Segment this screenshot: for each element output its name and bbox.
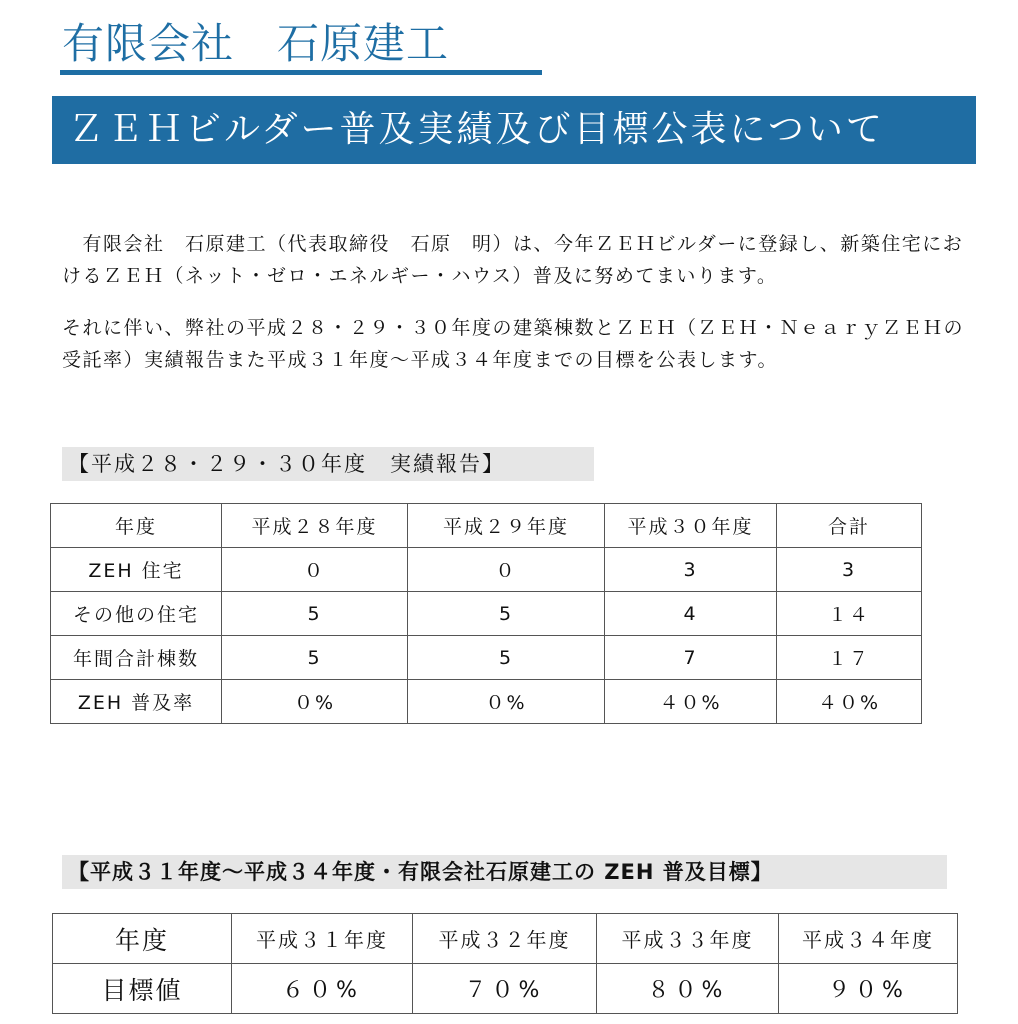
column-header: 平成２９年度	[408, 504, 605, 548]
intro-paragraph-1: 有限会社 石原建工（代表取締役 石原 明）は、今年ＺＥＨビルダーに登録し、新築住宅におけるＺＥＨ（ネット・ゼロ・エネルギー・ハウス）普及に努めてまいります。	[62, 233, 964, 287]
row-label: その他の住宅	[51, 592, 222, 636]
results-heading: 【平成２８・２９・３０年度 実績報告】	[62, 447, 594, 481]
column-header: 平成３０年度	[605, 504, 777, 548]
table-row	[51, 680, 922, 724]
table-cell: ４０%	[605, 680, 777, 724]
table-cell: 3	[777, 548, 922, 592]
table-cell: ０	[408, 548, 605, 592]
targets-table	[52, 913, 958, 1014]
column-header: 年度	[51, 504, 222, 548]
table-cell: ６０%	[232, 964, 413, 1014]
table-cell: ７０%	[413, 964, 597, 1014]
column-header: 年度	[53, 914, 232, 964]
table-cell: 3	[605, 548, 777, 592]
table-row	[53, 964, 958, 1014]
row-label: 年間合計棟数	[51, 636, 222, 680]
table-cell: 5	[222, 636, 408, 680]
column-header: 合計	[777, 504, 922, 548]
table-cell: ４０%	[777, 680, 922, 724]
table-cell: ０	[222, 548, 408, 592]
column-header: 平成３３年度	[597, 914, 779, 964]
table-cell: 5	[222, 592, 408, 636]
row-label: ZEH 普及率	[51, 680, 222, 724]
column-header: 平成３１年度	[232, 914, 413, 964]
table-cell: 5	[408, 636, 605, 680]
row-label: ZEH 住宅	[51, 548, 222, 592]
table-header-row	[51, 504, 922, 548]
table-row	[51, 592, 922, 636]
table-cell: ８０%	[597, 964, 779, 1014]
column-header: 平成３４年度	[779, 914, 958, 964]
table-row	[51, 548, 922, 592]
column-header: 平成３２年度	[413, 914, 597, 964]
table-cell: ０%	[222, 680, 408, 724]
table-row	[51, 636, 922, 680]
results-table	[50, 503, 922, 724]
column-header: 平成２８年度	[222, 504, 408, 548]
company-underline	[60, 70, 542, 75]
intro-paragraph-2: それに伴い、弊社の平成２８・２９・３０年度の建築棟数とＺＥＨ（ＺＥＨ・ＮｅａｒｙＺＥＨの受託率）実績報告また平成３１年度～平成３４年度までの目標を公表します。	[62, 317, 965, 371]
title-banner: ＺＥＨビルダー普及実績及び目標公表について	[52, 96, 976, 164]
table-cell: 4	[605, 592, 777, 636]
table-header-row	[53, 914, 958, 964]
table-cell: 5	[408, 592, 605, 636]
row-label: 目標値	[53, 964, 232, 1014]
table-cell: 7	[605, 636, 777, 680]
targets-heading: 【平成３１年度～平成３４年度・有限会社石原建工の ZEH 普及目標】	[62, 855, 947, 889]
table-cell: ０%	[408, 680, 605, 724]
table-cell: １７	[777, 636, 922, 680]
table-cell: ９０%	[779, 964, 958, 1014]
table-cell: １４	[777, 592, 922, 636]
company-name: 有限会社 石原建工	[62, 19, 450, 68]
